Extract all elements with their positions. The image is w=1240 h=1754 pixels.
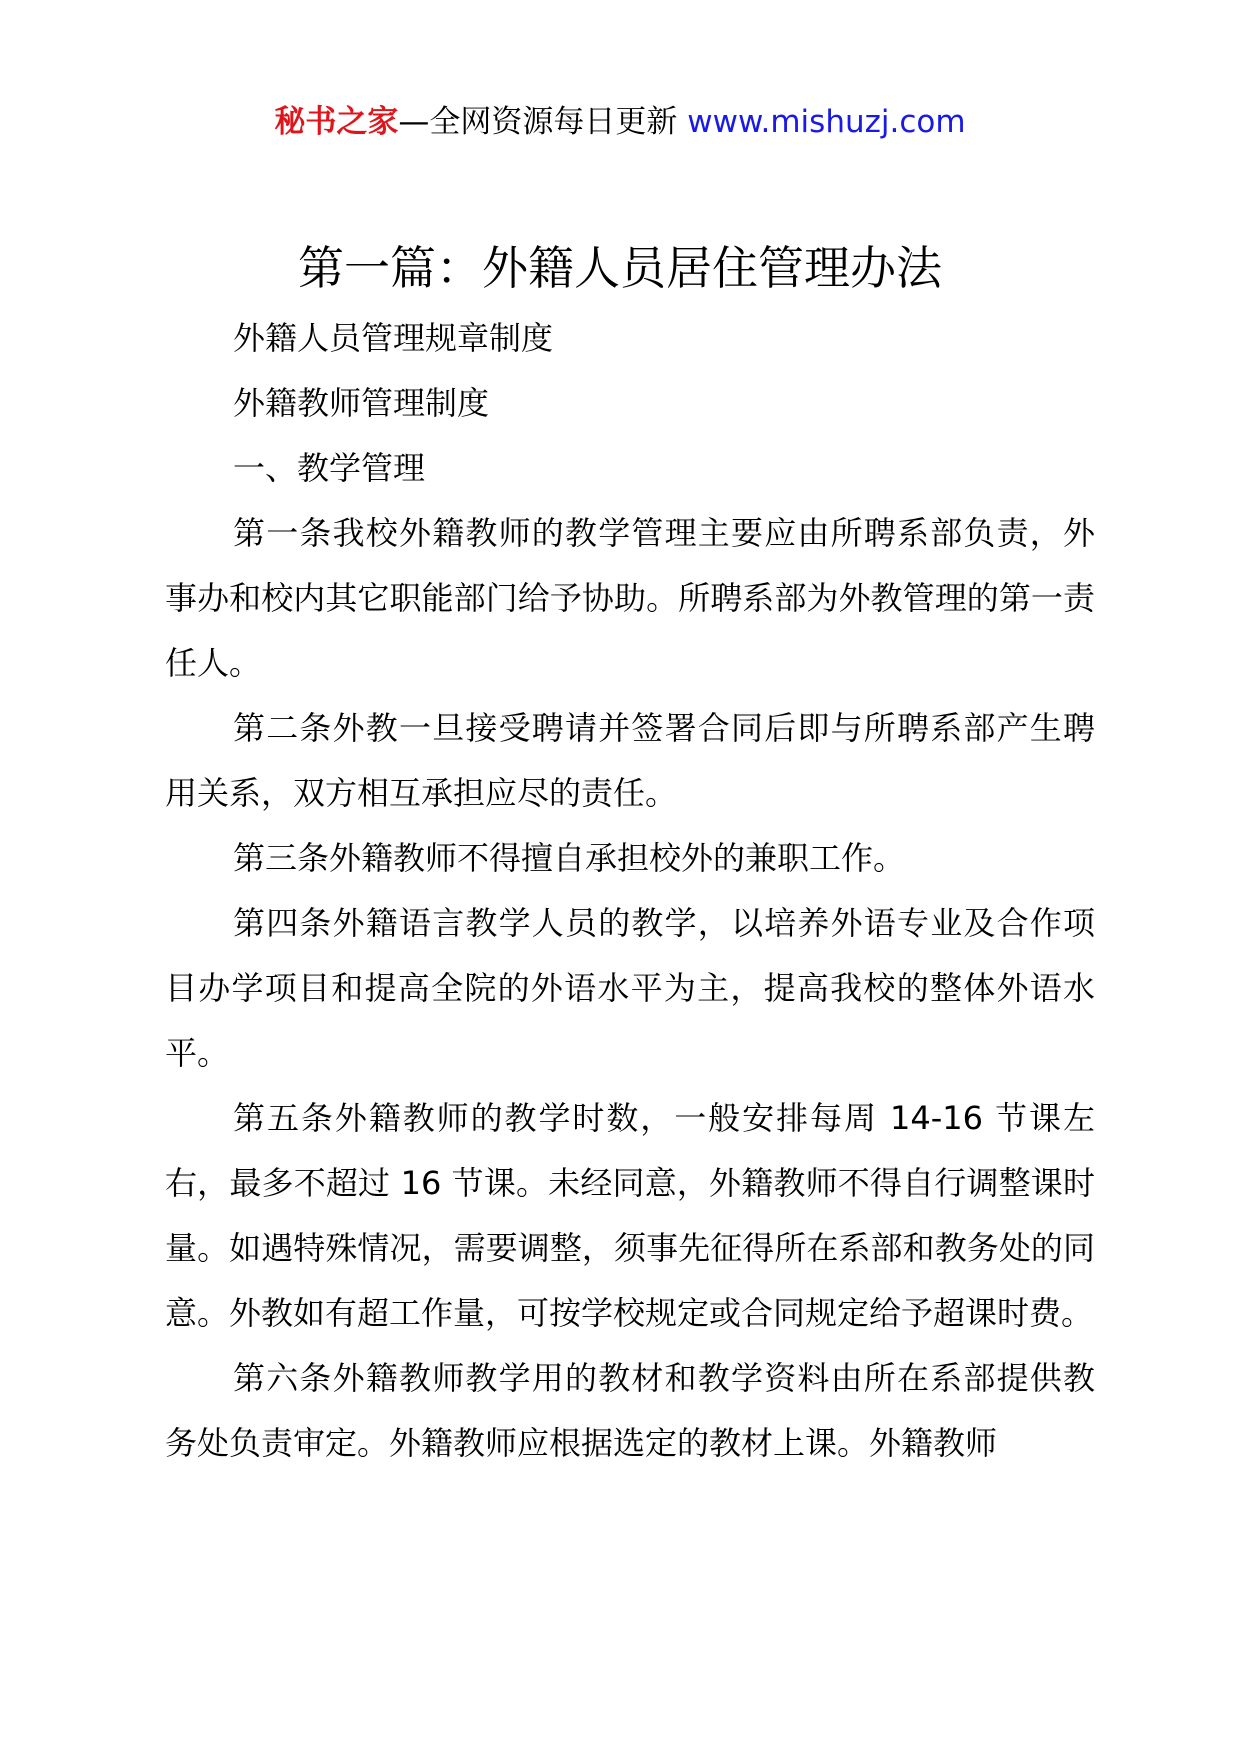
- site-header: [0, 100, 1240, 144]
- paragraph-subtitle-teacher-rules: 外籍教师管理制度: [233, 384, 490, 422]
- site-brand: 秘书之家: [274, 104, 399, 140]
- article-4: 第四条外籍语言教学人员的教学，以培养外语专业及合作项目办学项目和提高全院的外语水平为主，提高我校的整体外语水平。: [165, 904, 1095, 1072]
- article-2: 第二条外教一旦接受聘请并签署合同后即与所聘系部产生聘用关系，双方相互承担应尽的责任。: [165, 709, 1095, 812]
- article-3: 第三条外籍教师不得擅自承担校外的兼职工作。: [233, 839, 906, 877]
- article-1: 第一条我校外籍教师的教学管理主要应由所聘系部负责，外事办和校内其它职能部门给予协助。所聘系部为外教管理的第一责任人。: [165, 514, 1095, 682]
- site-url-link[interactable]: www.mishuzj.com: [687, 104, 966, 140]
- document-title: 第一篇：外籍人员居住管理办法: [298, 241, 942, 295]
- site-tagline: —全网资源每日更新: [398, 104, 678, 140]
- paragraph-subtitle-regulations: 外籍人员管理规章制度: [233, 319, 554, 357]
- article-6: 第六条外籍教师教学用的教材和教学资料由所在系部提供教务处负责审定。外籍教师应根据选定的教材上课。外籍教师: [165, 1359, 1095, 1462]
- article-5: 第五条外籍教师的教学时数，一般安排每周 14-16 节课左右，最多不超过 16 节课。未经同意，外籍教师不得自行调整课时量。如遇特殊情况，需要调整，须事先征得所在系部和教务处的同意。外教如有超工作量，可按学校规定或合同规定给予超课时费。: [165, 1099, 1095, 1332]
- document-body: [165, 306, 1095, 1476]
- section-heading-teaching: 一、教学管理: [233, 449, 426, 487]
